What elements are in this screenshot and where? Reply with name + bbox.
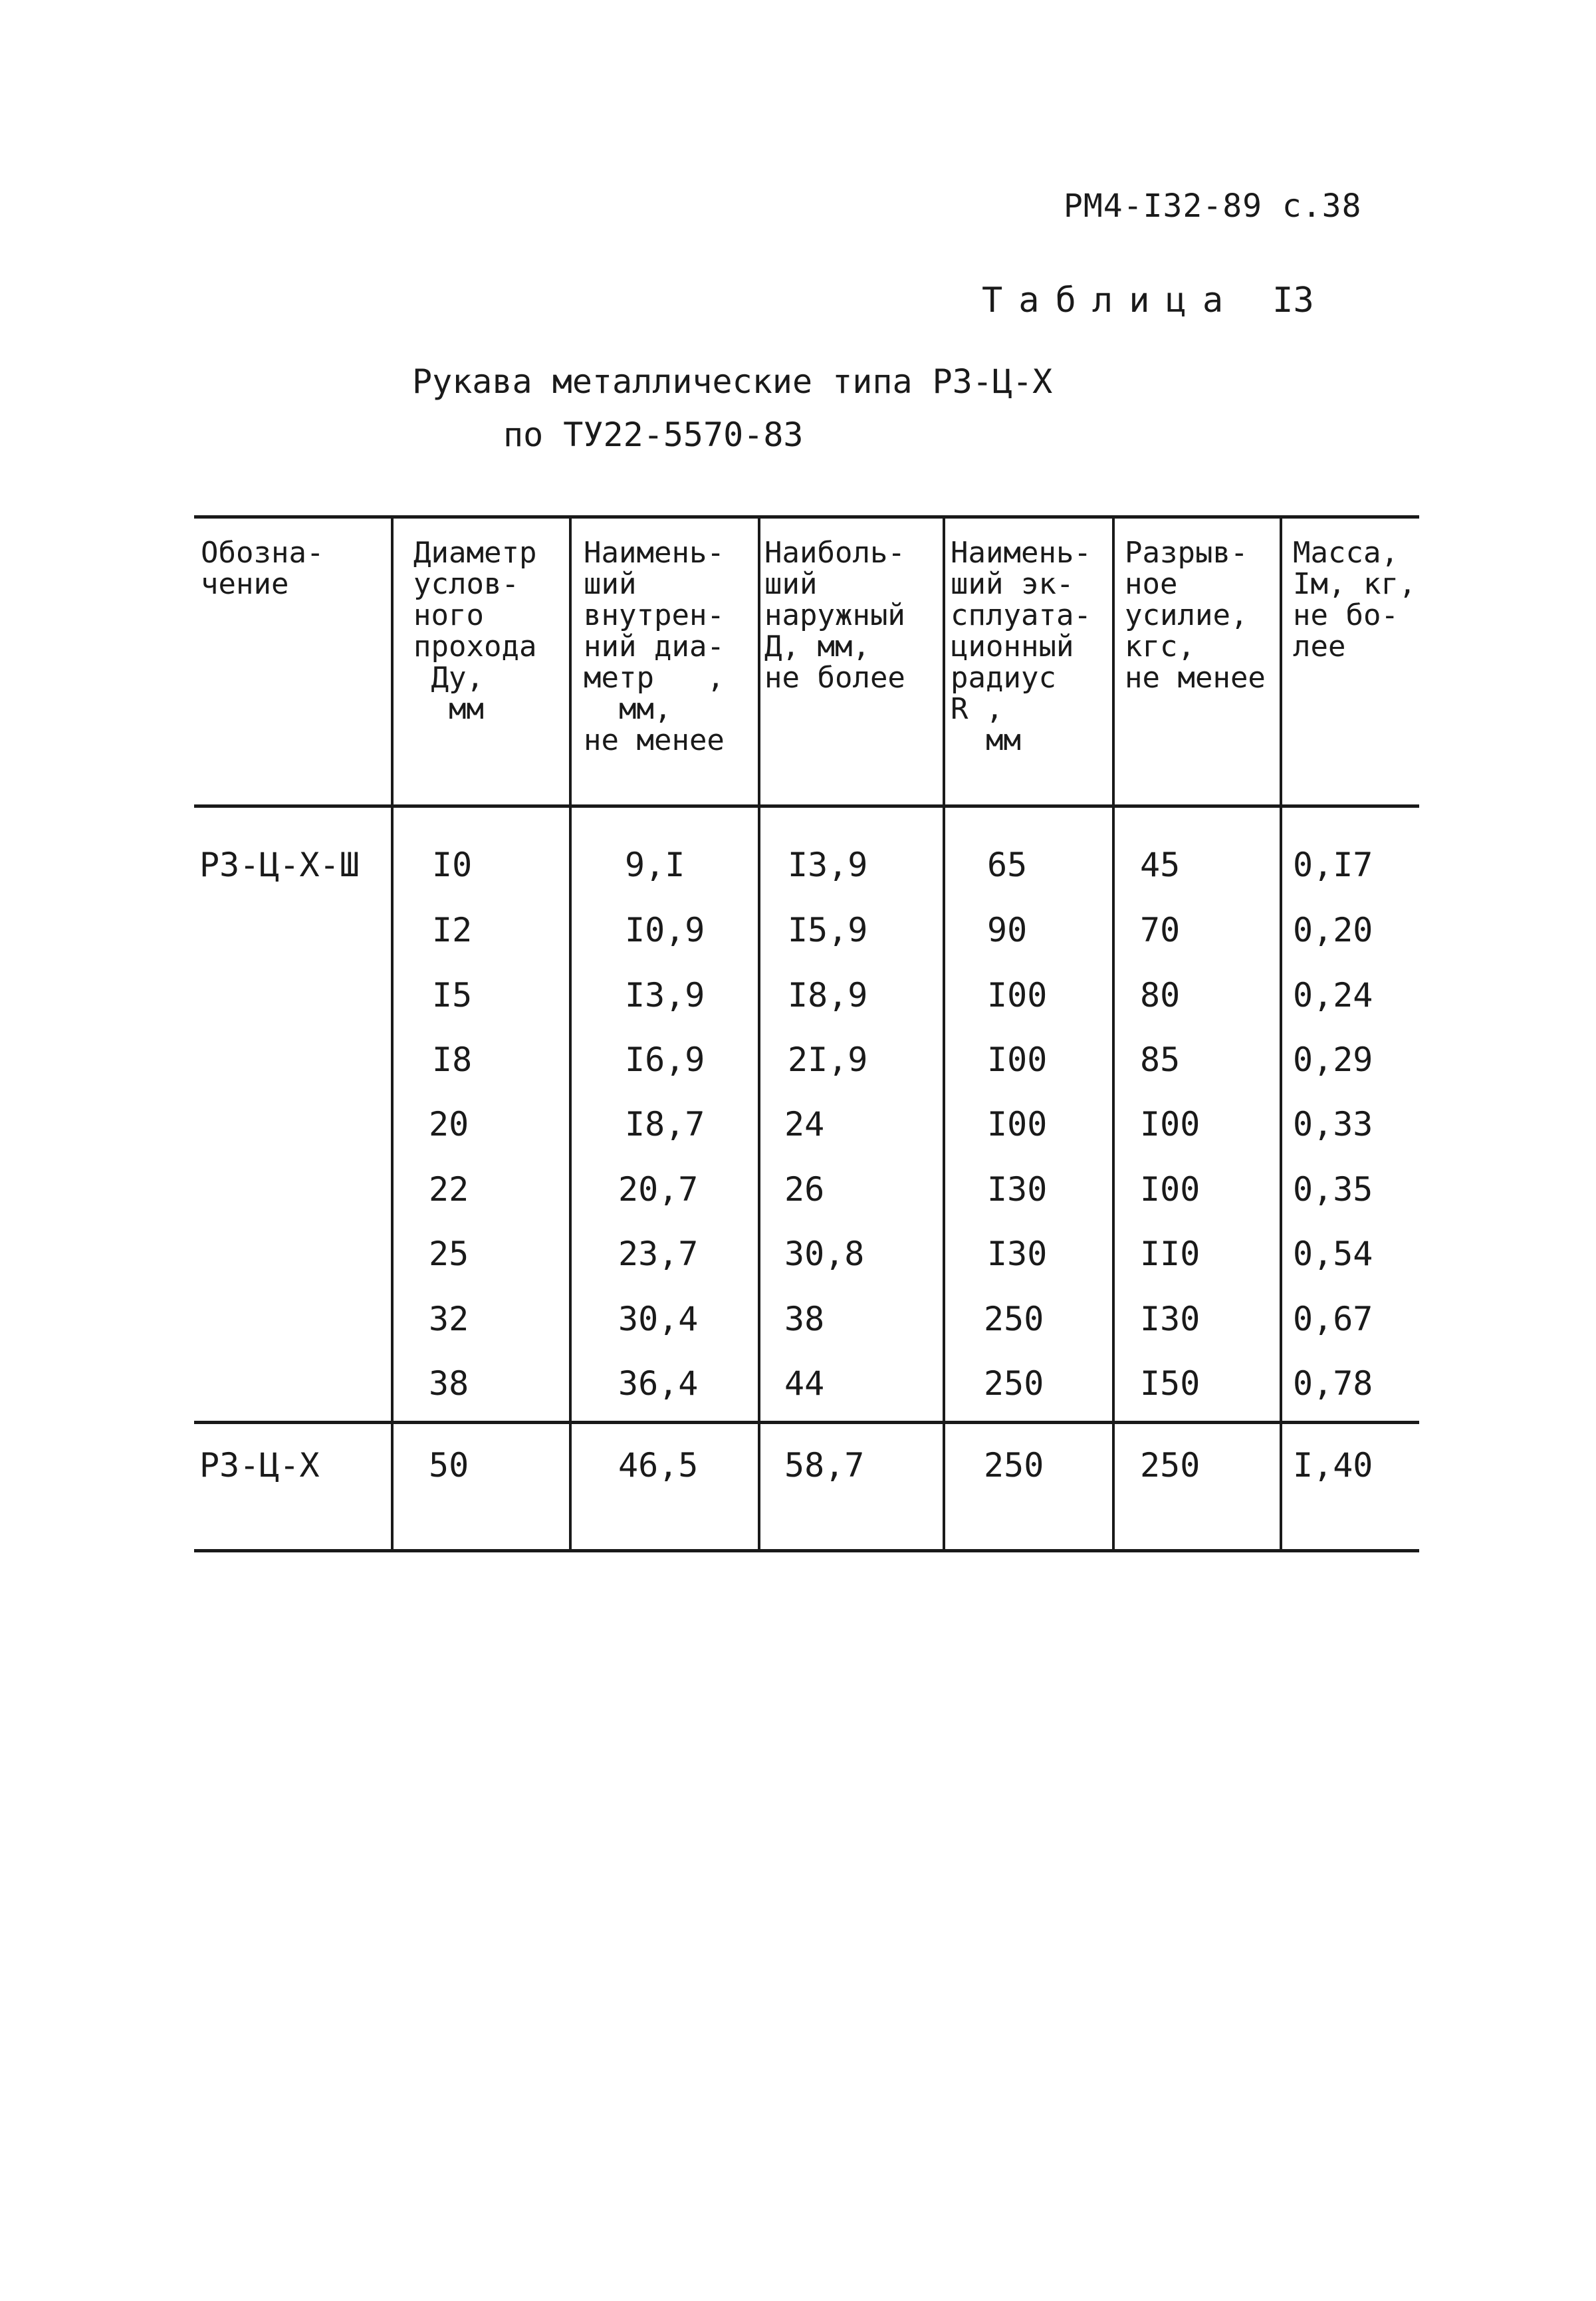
- column-header: Диаметр услов- ного прохода Ду, мм: [413, 536, 537, 726]
- table-cell: 46,5: [618, 1446, 699, 1485]
- table-cell: 80: [1140, 976, 1181, 1015]
- table-group-rule: [194, 1421, 1419, 1424]
- table-cell: I5: [432, 976, 473, 1015]
- table-cell: 90: [987, 911, 1028, 949]
- designation-cell: Р3-Ц-Х-Ш: [199, 846, 360, 884]
- table-cell: I2: [432, 911, 473, 949]
- table-cell: 250: [1140, 1446, 1200, 1485]
- table-cell: 9,I: [625, 846, 685, 884]
- table-cell: I00: [987, 976, 1048, 1015]
- table-cell: 0,33: [1293, 1105, 1373, 1144]
- table-cell: 30,4: [618, 1300, 699, 1338]
- column-header: Наиболь- ший наружный Д, мм, не более: [764, 536, 905, 695]
- table-cell: 20: [429, 1105, 469, 1144]
- table-cell: 44: [784, 1364, 825, 1403]
- table-cell: 0,67: [1293, 1300, 1373, 1338]
- table-bottom-rule: [194, 1549, 1419, 1552]
- table-cell: I00: [1140, 1105, 1200, 1144]
- table-cell: 0,I7: [1293, 846, 1373, 884]
- table-cell: 30,8: [784, 1235, 865, 1273]
- column-header: Обозна- чение: [201, 536, 324, 601]
- table-cell: I00: [987, 1105, 1048, 1144]
- table-cell: 70: [1140, 911, 1181, 949]
- table-cell: I3,9: [788, 846, 868, 884]
- table-cell: I30: [987, 1235, 1048, 1273]
- table-label: Таблица: [982, 281, 1240, 320]
- table-cell: 38: [429, 1364, 469, 1403]
- table-column-rule: [569, 515, 572, 1552]
- table-column-rule: [758, 515, 760, 1552]
- table-cell: 38: [784, 1300, 825, 1338]
- designation-cell: Р3-Ц-Х: [199, 1446, 320, 1485]
- table-cell: I,40: [1293, 1446, 1373, 1485]
- page-reference: PM4-I32-89 с.38: [1064, 187, 1362, 225]
- table-cell: II0: [1140, 1235, 1200, 1273]
- table-cell: I8: [432, 1040, 473, 1079]
- table-cell: I30: [1140, 1300, 1200, 1338]
- table-cell: 0,24: [1293, 976, 1373, 1015]
- table-header-rule: [194, 804, 1419, 808]
- table-cell: 32: [429, 1300, 469, 1338]
- table-cell: 0,29: [1293, 1040, 1373, 1079]
- table-cell: 26: [784, 1170, 825, 1209]
- table-cell: 23,7: [618, 1235, 699, 1273]
- table-cell: 0,78: [1293, 1364, 1373, 1403]
- table-cell: 250: [984, 1446, 1044, 1485]
- table-cell: 250: [984, 1364, 1044, 1403]
- table-cell: 0,35: [1293, 1170, 1373, 1209]
- table-cell: 0,54: [1293, 1235, 1373, 1273]
- table-column-rule: [1280, 515, 1282, 1552]
- table-column-rule: [943, 515, 945, 1552]
- table-cell: 85: [1140, 1040, 1181, 1079]
- table-cell: 65: [987, 846, 1028, 884]
- column-header: Наимень- ший внутрен- ний диа- метр , мм, не менее: [584, 536, 725, 757]
- table-cell: 0,20: [1293, 911, 1373, 949]
- table-cell: I8,7: [625, 1105, 705, 1144]
- table-cell: 50: [429, 1446, 469, 1485]
- table-cell: I30: [987, 1170, 1048, 1209]
- table-cell: I0: [432, 846, 473, 884]
- table-cell: 25: [429, 1235, 469, 1273]
- table-number: I3: [1272, 281, 1314, 320]
- table-cell: 45: [1140, 846, 1181, 884]
- table-cell: 36,4: [618, 1364, 699, 1403]
- table-column-rule: [391, 515, 394, 1552]
- table-cell: 2I,9: [788, 1040, 868, 1079]
- table-caption: [982, 281, 1314, 320]
- table-cell: I5,9: [788, 911, 868, 949]
- table-cell: I8,9: [788, 976, 868, 1015]
- column-header: Наимень- ший эк- сплуата- ционный радиус R , мм: [951, 536, 1091, 757]
- table-cell: I6,9: [625, 1040, 705, 1079]
- table-cell: I00: [1140, 1170, 1200, 1209]
- table-cell: 22: [429, 1170, 469, 1209]
- table-cell: 24: [784, 1105, 825, 1144]
- table-cell: I0,9: [625, 911, 705, 949]
- table-title-line-2: по ТУ22-5570-83: [503, 416, 804, 454]
- table-cell: 20,7: [618, 1170, 699, 1209]
- table-cell: 250: [984, 1300, 1044, 1338]
- table-cell: I3,9: [625, 976, 705, 1015]
- table-cell: I50: [1140, 1364, 1200, 1403]
- column-header: Масса, Iм, кг, не бо- лее: [1293, 536, 1417, 664]
- table-cell: 58,7: [784, 1446, 865, 1485]
- table-top-rule: [194, 515, 1419, 519]
- column-header: Разрыв- ное усилие, кгс, не менее: [1125, 536, 1266, 695]
- table-cell: I00: [987, 1040, 1048, 1079]
- table-column-rule: [1112, 515, 1115, 1552]
- table-title-line-1: Рукава металлические типа Р3-Ц-Х: [412, 362, 1053, 401]
